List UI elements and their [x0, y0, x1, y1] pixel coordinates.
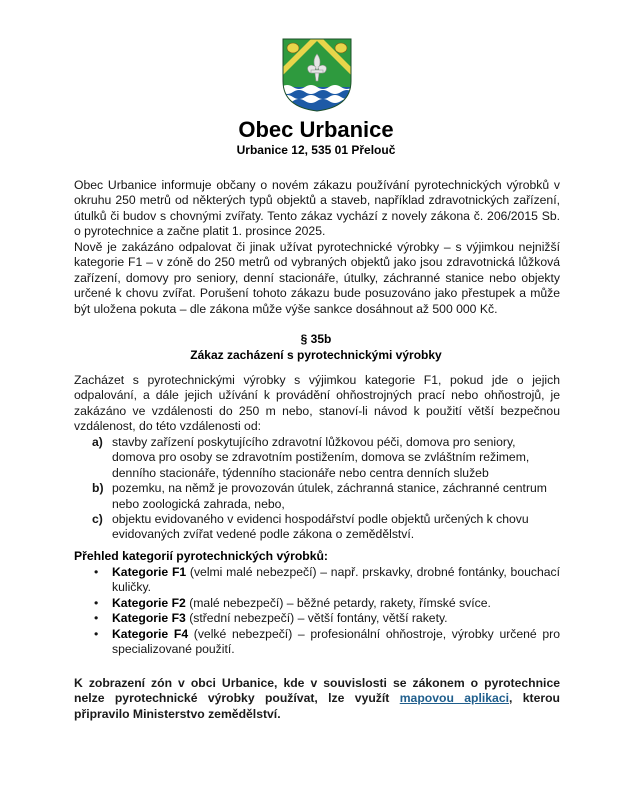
category-description: (velké nebezpečí) – profesionální ohňostroje, výrobky určené pro specializované použití. [112, 626, 560, 657]
closing-text-after: , kterou připravilo Ministerstvo zemědělství. [74, 691, 560, 721]
list-marker: b) [92, 481, 104, 496]
list-item [92, 611, 560, 626]
list-item-text: pozemku, na němž je provozován útulek, záchranná stanice, záchranné centrum nebo zoologická zahrada, nebo, [112, 481, 547, 511]
categories-list [92, 565, 560, 657]
list-item-text: stavby zařízení poskytujícího zdravotní lůžkovou péči, domova pro seniory, domova pro osoby se zdravotním postižením, domova se zvláštním režimem, denního stacionáře, týdenního stacionáře nebo centra denních služeb [112, 435, 530, 480]
category-description: (velmi malé nebezpečí) – např. prskavky, drobné fontánky, bouchací kuličky. [112, 565, 561, 595]
address: Urbanice 12, 535 01 Přelouč [236, 143, 396, 157]
intro-paragraph-1: Obec Urbanice informuje občany o novém zákazu používání pyrotechnických výrobků v okruhu 250 metrů od některých typů objektů a staveb, například zdravotnických zařízení, útulků či budov s chovnými zvířaty. Tento zákaz vychází z novely zákona č. 206/2015 Sb. o pyrotechnice a začne platit 1. prosince 2025. [74, 178, 560, 239]
map-app-link[interactable]: mapovou aplikaci [399, 691, 509, 706]
coat-of-arms-icon [281, 37, 353, 112]
bullet-icon: • [94, 595, 99, 610]
category-description: (malé nebezpečí) – běžné petardy, rakety, římské svíce. [185, 595, 491, 610]
list-marker: a) [92, 435, 103, 449]
closing-paragraph [74, 676, 560, 722]
category-name: Kategorie F4 [112, 626, 189, 641]
list-item [92, 481, 562, 512]
category-name: Kategorie F2 [112, 595, 186, 610]
section-number: § 35b [300, 332, 332, 346]
list-item [92, 627, 560, 658]
list-item-text: objektu evidovaného v evidenci hospodářství podle objektů určených k chovu evidovaných zvířat vedené podle zákona o zemědělství. [112, 512, 529, 542]
section-body: Zacházet s pyrotechnickými výrobky s výjimkou kategorie F1, pokud jde o jejich odpalování, a dále jejich užívání k provádění ohňostrojných prací nebo ohňostrojů, je zakázáno ve vzdálenosti do 250 m nebo, stanoví-li návod k použití větší bezpečnou vzdálenost, do této vzdálenosti od: [74, 373, 560, 434]
intro-paragraph-2: Nově je zakázáno odpalovat či jinak užívat pyrotechnické výrobky – s výjimkou nejnižší kategorie F1 – v zóně do 250 metrů od vybraných objektů jako jsou zdravotnická lůžková zařízení, domovy pro seniory, denní stacionáře, útulky, záchranné stanice nebo objekty určené k chovu zvířat. Porušení tohoto zákazu bude posuzováno jako přestupek a může být uložena pokuta – dle zákona může výše sankce dosáhnout až 500 000 Kč. [74, 240, 560, 316]
bullet-icon: • [94, 626, 99, 641]
closing-text-before: K zobrazení zón v obci Urbanice, kde v souvislosti se zákonem o pyrotechnice nelze pyrotechnické výrobky používat, lze využít [74, 676, 560, 706]
distance-objects-list [92, 435, 562, 543]
category-name: Kategorie F1 [112, 565, 187, 579]
list-item [92, 435, 562, 481]
list-item [92, 596, 560, 611]
bullet-icon: • [94, 611, 99, 626]
list-item [92, 512, 562, 543]
category-description: (střední nebezpečí) – větší fontány, větší rakety. [185, 611, 448, 626]
category-name: Kategorie F3 [112, 611, 186, 626]
section-title: Zákaz zacházení s pyrotechnickými výrobky [190, 348, 442, 362]
page-title: Obec Urbanice [238, 117, 394, 142]
bullet-icon: • [94, 565, 99, 579]
list-marker: c) [92, 512, 103, 527]
categories-heading: Přehled kategorií pyrotechnických výrobků: [74, 549, 328, 563]
list-item [92, 565, 560, 596]
